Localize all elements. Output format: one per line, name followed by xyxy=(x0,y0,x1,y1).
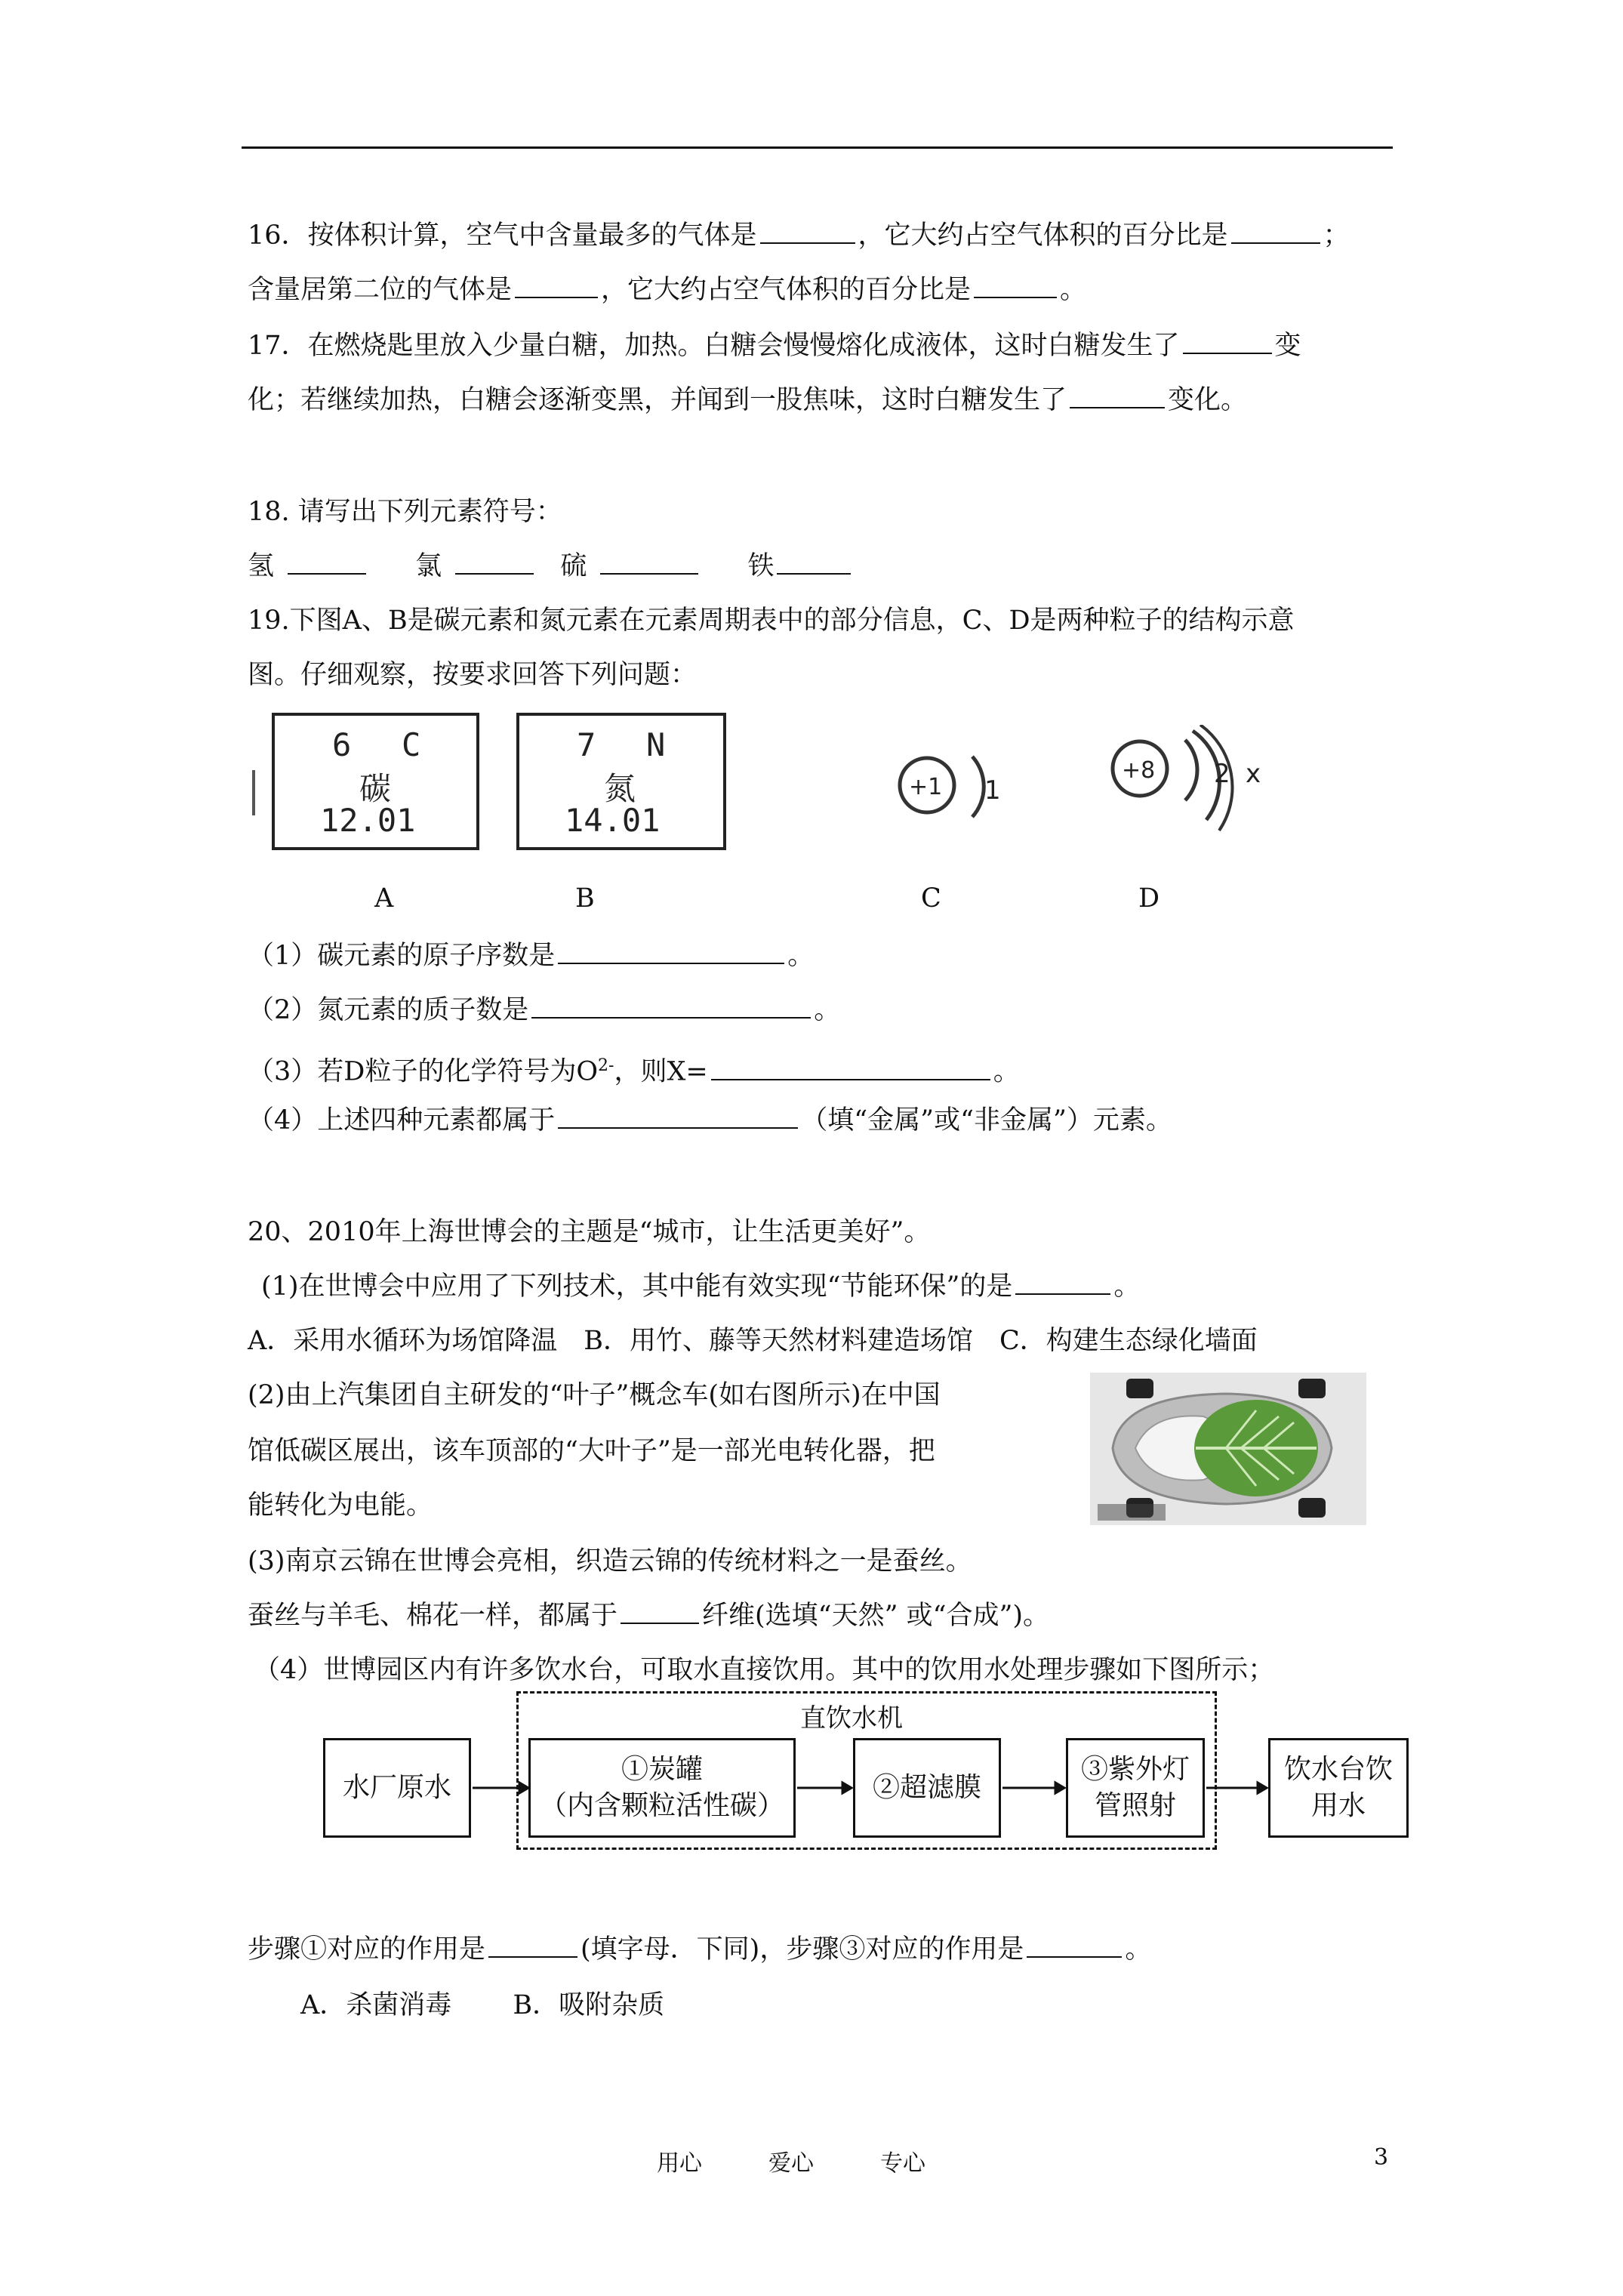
q20-sub2-line3: 能转化为电能。 xyxy=(248,1490,433,1521)
shell-electrons: 1 xyxy=(984,775,1001,806)
label-a: A xyxy=(374,883,394,914)
q19-line1: 19.下图A、B是碳元素和氮元素在元素周期表中的部分信息，C、D是两种粒子的结构示意 xyxy=(248,606,1295,636)
q16-line2: 含量居第二位的气体是 ，它大约占空气体积的百分比是 。 xyxy=(248,275,1087,305)
q20-sub2-line1: (2)由上汽集团自主研发的“叶子”概念车(如右图所示)在中国 xyxy=(248,1380,941,1410)
shell-electrons: 2 xyxy=(1214,759,1230,789)
q19-sub1: （1）碳元素的原子序数是 。 xyxy=(248,941,815,971)
flow-source-box: 水厂原水 xyxy=(323,1738,471,1838)
nucleus-charge: +8 xyxy=(1122,757,1156,784)
card-symbol: C xyxy=(402,726,421,763)
q19-line2: 图。仔细观察，按要求回答下列问题： xyxy=(248,660,698,690)
q20-sub1: (1)在世博会中应用了下列技术，其中能有效实现“节能环保”的是 。 xyxy=(261,1271,1141,1302)
flow-step3-box: ③紫外灯 管照射 xyxy=(1066,1738,1205,1838)
q20-sub3-line2: 蚕丝与羊毛、棉花一样，都属于 纤维(选填“天然” 或“合成”)。 xyxy=(248,1601,1050,1631)
card-number: 6 xyxy=(332,726,352,763)
q17-line1: 17．在燃烧匙里放入少量白糖，加热。白糖会慢慢熔化成液体，这时白糖发生了 变 xyxy=(248,331,1301,361)
element-card-carbon xyxy=(272,713,479,850)
q17-line2: 化；若继续加热，白糖会逐渐变黑，并闻到一股焦味，这时白糖发生了 变化。 xyxy=(248,385,1248,415)
card-mass: 14.01 xyxy=(565,802,661,839)
q20-sub4: （4）世博园区内有许多饮水台，可取水直接饮用。其中的饮用水处理步骤如下图所示； xyxy=(254,1655,1275,1685)
q20-steps-line: 步骤①对应的作用是 (填字母．下同)，步骤③对应的作用是 。 xyxy=(248,1934,1152,1965)
footer-motto-3: 专心 xyxy=(880,2150,925,2177)
label-b: B xyxy=(575,883,595,914)
q20-options1: A．采用水循环为场馆降温 B．用竹、藤等天然材料建造场馆 C．构建生态绿化墙面 xyxy=(248,1326,1258,1356)
q20-sub3-line1: (3)南京云锦在世博会亮相，织造云锦的传统材料之一是蚕丝。 xyxy=(248,1546,972,1576)
element-card-nitrogen xyxy=(516,713,726,850)
page-number: 3 xyxy=(1374,2144,1389,2171)
card-mass: 12.01 xyxy=(320,802,416,839)
footer-motto-2: 爱心 xyxy=(768,2150,814,2177)
label-d: D xyxy=(1138,883,1160,914)
dispenser-group-label: 直饮水机 xyxy=(800,1703,903,1734)
label-c: C xyxy=(921,883,941,914)
card-name: 氮 xyxy=(604,770,636,807)
q19-sub3: （3）若D粒子的化学符号为$O^{2-}$，则X= 。 xyxy=(248,1056,1020,1087)
q19-sub2: （2）氮元素的质子数是 。 xyxy=(248,995,841,1025)
q20-options2: A．杀菌消毒 B．吸附杂质 xyxy=(300,1990,665,2020)
flow-step1-box: ①炭罐 （内含颗粒活性碳） xyxy=(528,1738,796,1838)
q20-sub2-line2: 馆低碳区展出，该车顶部的“大叶子”是一部光电转化器，把 xyxy=(248,1436,935,1466)
q16-line1: 16．按体积计算，空气中含量最多的气体是 ，它大约占空气体积的百分比是 ； xyxy=(248,220,1350,251)
flow-arrows xyxy=(468,1774,1276,1804)
nucleus-charge: +1 xyxy=(909,774,943,800)
flow-step2-box: ②超滤膜 xyxy=(853,1738,1001,1838)
card-name: 碳 xyxy=(359,770,392,807)
q18-title: 18. 请写出下列元素符号： xyxy=(248,497,562,527)
q19-sub4: （4）上述四种元素都属于 （填“金属”或“非金属”）元素。 xyxy=(248,1105,1172,1136)
leaf-concept-car-image xyxy=(1090,1373,1366,1525)
particle-diagram-c xyxy=(883,747,1034,831)
particle-diagram-d xyxy=(1087,725,1283,846)
card-number: 7 xyxy=(577,726,596,763)
flow-output-box: 饮水台饮 用水 xyxy=(1268,1738,1409,1838)
card-symbol: N xyxy=(646,726,666,763)
q18-items: 氢 氯 硫 铁 xyxy=(248,550,854,583)
footer-motto-1: 用心 xyxy=(657,2150,702,2177)
margin-mark xyxy=(252,770,255,815)
header-rule xyxy=(242,146,1393,149)
shell-electrons: x xyxy=(1246,759,1261,789)
q20-title: 20、2010年上海世博会的主题是“城市，让生活更美好”。 xyxy=(248,1217,931,1247)
